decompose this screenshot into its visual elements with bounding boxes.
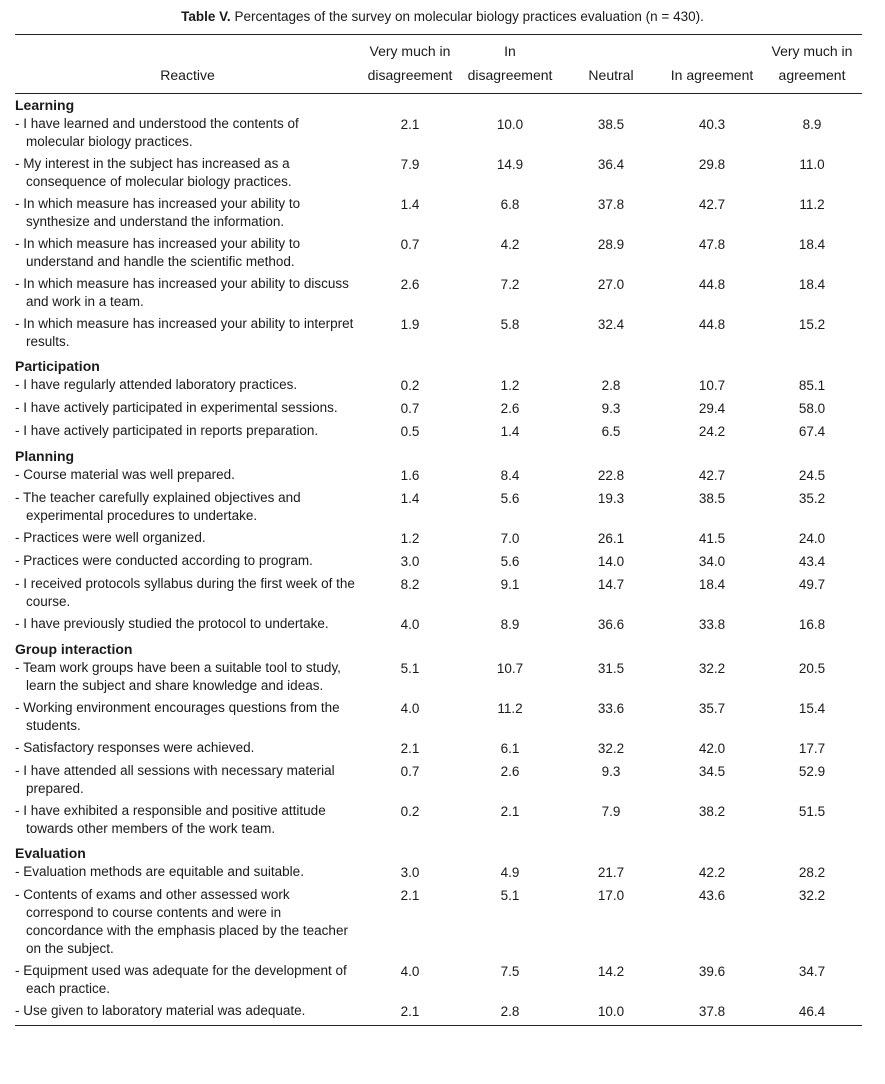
cell-in-agreement: 40.3: [698, 117, 726, 132]
cell-very-much-disagreement: 1.4: [400, 491, 420, 506]
cell-very-much-disagreement: 1.2: [400, 531, 420, 546]
table-row: [15, 615, 862, 638]
cell-very-much-disagreement: 2.1: [400, 1004, 420, 1019]
cell-in-disagreement: 5.8: [500, 317, 520, 332]
cell-neutral: 14.7: [597, 577, 625, 592]
table-row: [15, 489, 862, 529]
cell-in-agreement: 24.2: [698, 424, 726, 439]
cell-in-disagreement: 5.6: [500, 491, 520, 506]
row-statement: - In which measure has increased your ability to discuss and work in a team.: [15, 276, 349, 309]
row-statement: - Equipment used was adequate for the development of each practice.: [15, 963, 347, 996]
table-row: [15, 762, 862, 802]
cell-very-much-agreement: 24.0: [798, 531, 826, 546]
cell-neutral: 9.3: [601, 764, 621, 779]
cell-in-disagreement: 14.9: [496, 157, 524, 172]
cell-in-agreement: 47.8: [698, 237, 726, 252]
cell-very-much-agreement: 58.0: [798, 401, 826, 416]
row-statement: - I have actively participated in reports preparation.: [15, 423, 319, 438]
cell-in-agreement: 42.2: [698, 865, 726, 880]
cell-very-much-disagreement: 0.7: [400, 401, 420, 416]
cell-very-much-agreement: 11.2: [799, 197, 825, 212]
cell-in-agreement: 43.6: [698, 888, 726, 903]
cell-in-agreement: 35.7: [698, 701, 726, 716]
table-row: [15, 315, 862, 355]
table-row: [15, 575, 862, 615]
cell-very-much-disagreement: 2.1: [400, 888, 420, 903]
cell-in-agreement: 44.8: [698, 277, 726, 292]
cell-in-agreement: 34.5: [698, 764, 726, 779]
table-row: [15, 552, 862, 575]
cell-in-agreement: 42.7: [698, 197, 726, 212]
cell-very-much-disagreement: 7.9: [400, 157, 420, 172]
row-statement: - In which measure has increased your ability to understand and handle the scientific method.: [15, 236, 301, 269]
cell-neutral: 21.7: [597, 865, 625, 880]
table-header: [15, 35, 862, 94]
table-row: [15, 886, 862, 962]
section-header-row: [15, 445, 862, 466]
row-statement: - Course material was well prepared.: [15, 467, 235, 482]
section-title: Learning: [15, 97, 75, 113]
cell-in-agreement: 39.6: [698, 964, 726, 979]
table-caption: [0, 9, 885, 24]
table-caption-label: Table V.: [181, 9, 231, 24]
cell-very-much-disagreement: 2.1: [400, 741, 420, 756]
cell-very-much-disagreement: 3.0: [400, 554, 420, 569]
row-statement: - In which measure has increased your ability to interpret results.: [15, 316, 354, 349]
header-in-agreement: In agreement: [670, 67, 754, 83]
table-row: [15, 195, 862, 235]
row-statement: - Satisfactory responses were achieved.: [15, 740, 255, 755]
cell-in-agreement: 38.2: [698, 804, 726, 819]
survey-table: [15, 34, 862, 1026]
cell-very-much-disagreement: 3.0: [400, 865, 420, 880]
table-row: [15, 1002, 862, 1026]
table-row: [15, 155, 862, 195]
cell-very-much-disagreement: 4.0: [400, 701, 420, 716]
cell-very-much-agreement: 52.9: [798, 764, 826, 779]
section-title: Planning: [15, 448, 75, 464]
row-statement: - I have actively participated in experimental sessions.: [15, 400, 338, 415]
table-row: [15, 235, 862, 275]
row-statement: - Contents of exams and other assessed work correspond to course contents and were in concordance with the emphasis placed by the teacher on the subject.: [15, 887, 348, 956]
cell-very-much-agreement: 46.4: [798, 1004, 826, 1019]
cell-in-agreement: 32.2: [698, 661, 726, 676]
table-body: [15, 94, 862, 1026]
row-statement: - I have regularly attended laboratory practices.: [15, 377, 298, 392]
cell-very-much-agreement: 11.0: [799, 157, 825, 172]
cell-in-disagreement: 10.0: [496, 117, 524, 132]
cell-neutral: 10.0: [597, 1004, 625, 1019]
cell-very-much-disagreement: 5.1: [400, 661, 420, 676]
cell-neutral: 9.3: [601, 401, 621, 416]
cell-neutral: 36.6: [597, 617, 625, 632]
cell-in-agreement: 42.0: [698, 741, 726, 756]
cell-in-disagreement: 1.2: [500, 378, 520, 393]
cell-neutral: 28.9: [597, 237, 625, 252]
table-row: [15, 275, 862, 315]
row-statement: - Use given to laboratory material was adequate.: [15, 1003, 306, 1018]
cell-in-disagreement: 9.1: [500, 577, 520, 592]
row-statement: - I have learned and understood the contents of molecular biology practices.: [15, 116, 299, 149]
row-statement: - The teacher carefully explained objectives and experimental procedures to undertake.: [15, 490, 301, 523]
cell-in-disagreement: 7.5: [500, 964, 520, 979]
table-row: [15, 376, 862, 399]
section-header-row: [15, 842, 862, 863]
row-statement: - Practices were conducted according to program.: [15, 553, 313, 568]
cell-very-much-disagreement: 0.5: [400, 424, 420, 439]
cell-very-much-agreement: 43.4: [798, 554, 826, 569]
cell-very-much-disagreement: 4.0: [400, 964, 420, 979]
table-row: [15, 399, 862, 422]
row-statement: - In which measure has increased your ability to synthesize and understand the information.: [15, 196, 301, 229]
cell-in-disagreement: 6.8: [500, 197, 520, 212]
header-in-disagreement: In disagreement: [467, 43, 553, 83]
cell-very-much-disagreement: 4.0: [400, 617, 420, 632]
cell-very-much-agreement: 18.4: [798, 277, 826, 292]
row-statement: - I have attended all sessions with necessary material prepared.: [15, 763, 335, 796]
table-row: [15, 115, 862, 155]
cell-very-much-agreement: 34.7: [798, 964, 826, 979]
cell-very-much-agreement: 24.5: [798, 468, 826, 483]
cell-very-much-agreement: 17.7: [798, 741, 826, 756]
cell-very-much-agreement: 20.5: [798, 661, 826, 676]
cell-very-much-disagreement: 2.6: [400, 277, 420, 292]
section-header-row: [15, 638, 862, 659]
section-title: Participation: [15, 358, 100, 374]
cell-neutral: 36.4: [597, 157, 625, 172]
table-caption-text: Percentages of the survey on molecular biology practices evaluation (n = 430).: [234, 9, 704, 24]
row-statement: - I have previously studied the protocol to undertake.: [15, 616, 329, 631]
cell-in-disagreement: 7.0: [500, 531, 520, 546]
table-row: [15, 529, 862, 552]
cell-in-disagreement: 2.8: [500, 1004, 520, 1019]
cell-neutral: 37.8: [597, 197, 625, 212]
cell-in-agreement: 29.4: [698, 401, 726, 416]
cell-very-much-agreement: 67.4: [798, 424, 826, 439]
cell-in-disagreement: 8.4: [500, 468, 520, 483]
cell-very-much-agreement: 35.2: [798, 491, 826, 506]
row-statement: - Evaluation methods are equitable and suitable.: [15, 864, 304, 879]
cell-neutral: 7.9: [601, 804, 621, 819]
cell-neutral: 26.1: [597, 531, 625, 546]
cell-very-much-disagreement: 0.7: [400, 764, 420, 779]
cell-neutral: 38.5: [597, 117, 625, 132]
cell-in-disagreement: 7.2: [500, 277, 520, 292]
cell-neutral: 22.8: [597, 468, 625, 483]
cell-in-disagreement: 8.9: [500, 617, 520, 632]
cell-very-much-disagreement: 1.9: [400, 317, 420, 332]
header-very-much-agreement: Very much in agreement: [771, 43, 853, 83]
cell-in-disagreement: 1.4: [500, 424, 520, 439]
cell-in-disagreement: 10.7: [496, 661, 524, 676]
table-row: [15, 863, 862, 886]
cell-neutral: 14.0: [597, 554, 625, 569]
cell-in-agreement: 37.8: [698, 1004, 726, 1019]
cell-in-agreement: 38.5: [698, 491, 726, 506]
cell-in-disagreement: 6.1: [500, 741, 520, 756]
section-header-row: [15, 94, 862, 116]
cell-in-agreement: 33.8: [698, 617, 726, 632]
cell-very-much-agreement: 85.1: [798, 378, 826, 393]
cell-very-much-disagreement: 0.7: [400, 237, 420, 252]
cell-very-much-agreement: 16.8: [798, 617, 826, 632]
cell-very-much-agreement: 28.2: [798, 865, 826, 880]
cell-very-much-agreement: 32.2: [798, 888, 826, 903]
cell-very-much-disagreement: 1.4: [400, 197, 420, 212]
cell-very-much-agreement: 49.7: [798, 577, 826, 592]
cell-neutral: 32.2: [597, 741, 625, 756]
cell-in-agreement: 42.7: [698, 468, 726, 483]
row-statement: - I received protocols syllabus during the first week of the course.: [15, 576, 355, 609]
cell-in-agreement: 34.0: [698, 554, 726, 569]
cell-in-disagreement: 2.1: [500, 804, 520, 819]
section-header-row: [15, 355, 862, 376]
cell-very-much-agreement: 18.4: [798, 237, 826, 252]
row-statement: - Working environment encourages questions from the students.: [15, 700, 340, 733]
header-reactive: Reactive: [160, 67, 215, 83]
cell-very-much-agreement: 15.4: [798, 701, 826, 716]
cell-in-disagreement: 4.9: [500, 865, 520, 880]
table-row: [15, 659, 862, 699]
cell-in-disagreement: 11.2: [497, 701, 523, 716]
cell-in-agreement: 44.8: [698, 317, 726, 332]
table-row: [15, 422, 862, 445]
cell-in-disagreement: 2.6: [500, 401, 520, 416]
row-statement: - My interest in the subject has increased as a consequence of molecular biology practices.: [15, 156, 292, 189]
cell-very-much-disagreement: 0.2: [400, 804, 420, 819]
cell-very-much-agreement: 15.2: [798, 317, 826, 332]
cell-neutral: 17.0: [597, 888, 625, 903]
cell-neutral: 31.5: [597, 661, 625, 676]
cell-in-agreement: 10.7: [698, 378, 726, 393]
cell-in-agreement: 29.8: [698, 157, 726, 172]
table-row: [15, 699, 862, 739]
cell-in-disagreement: 5.6: [500, 554, 520, 569]
cell-neutral: 2.8: [601, 378, 621, 393]
cell-in-agreement: 41.5: [698, 531, 726, 546]
cell-neutral: 19.3: [597, 491, 625, 506]
table-row: [15, 802, 862, 842]
table-row: [15, 466, 862, 489]
cell-in-agreement: 18.4: [698, 577, 726, 592]
cell-very-much-disagreement: 8.2: [400, 577, 420, 592]
header-neutral: Neutral: [588, 67, 634, 83]
row-statement: - Practices were well organized.: [15, 530, 206, 545]
cell-in-disagreement: 4.2: [500, 237, 520, 252]
cell-neutral: 14.2: [597, 964, 625, 979]
table-row: [15, 739, 862, 762]
section-title: Group interaction: [15, 641, 133, 657]
header-very-much-disagreement: Very much in disagreement: [367, 43, 453, 83]
cell-very-much-disagreement: 0.2: [400, 378, 420, 393]
survey-table-container: [15, 34, 862, 1026]
cell-neutral: 27.0: [597, 277, 625, 292]
section-title: Evaluation: [15, 845, 86, 861]
row-statement: - I have exhibited a responsible and positive attitude towards other members of the work team.: [15, 803, 326, 836]
cell-very-much-agreement: 51.5: [798, 804, 826, 819]
cell-very-much-disagreement: 1.6: [400, 468, 420, 483]
cell-in-disagreement: 5.1: [500, 888, 520, 903]
cell-very-much-agreement: 8.9: [802, 117, 822, 132]
cell-very-much-disagreement: 2.1: [400, 117, 420, 132]
cell-neutral: 33.6: [597, 701, 625, 716]
header-row: [15, 35, 862, 94]
cell-neutral: 32.4: [597, 317, 625, 332]
cell-neutral: 6.5: [601, 424, 621, 439]
row-statement: - Team work groups have been a suitable tool to study, learn the subject and share knowledge and ideas.: [15, 660, 341, 693]
table-row: [15, 962, 862, 1002]
cell-in-disagreement: 2.6: [500, 764, 520, 779]
